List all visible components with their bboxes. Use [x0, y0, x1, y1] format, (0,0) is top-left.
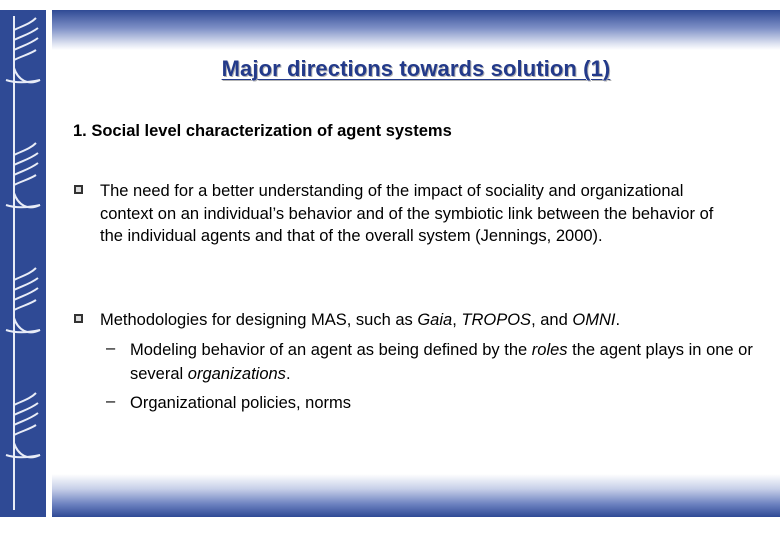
sidebar-band: [0, 10, 46, 517]
top-gradient-band: [52, 10, 780, 50]
university-emblem-icon: [0, 260, 46, 385]
bullet-item: Methodologies for designing MAS, such as Gaia, TROPOS, and OMNI.: [100, 311, 621, 329]
dash-marker: –: [106, 392, 116, 410]
slide-subtitle: 1. Social level characterization of agent systems: [73, 122, 452, 140]
methodology-omni: OMNI: [572, 311, 616, 329]
sub-bullet-item: Organizational policies, norms: [130, 394, 352, 412]
methodology-tropos: TROPOS: [461, 311, 532, 329]
dash-marker: –: [106, 339, 116, 357]
sub-bullet-item: Modeling behavior of an agent as being defined by the roles the agent plays in one or several organizations.: [130, 341, 753, 383]
university-emblem-icon: [0, 10, 46, 135]
university-emblem-icon: [0, 135, 46, 260]
university-emblem-icon: [0, 385, 46, 510]
slide-title: Major directions towards solution (1): [221, 56, 611, 81]
bullet-marker-icon: [74, 314, 83, 323]
bullet-marker-icon: [74, 185, 83, 194]
methodology-gaia: Gaia: [417, 311, 453, 329]
bottom-gradient-band: [52, 474, 780, 517]
bullet-item: The need for a better understanding of the impact of sociality and organizational context on an individual’s behavior and of the symbiotic link between the behavior of the individual agents and that of the overall system (Jennings, 2000).: [100, 182, 714, 245]
